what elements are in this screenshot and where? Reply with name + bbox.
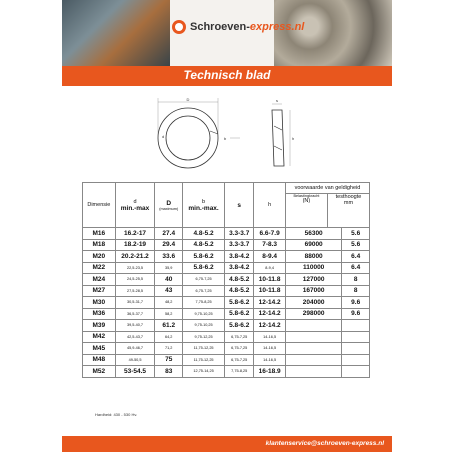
table-cell: M39 [83, 320, 116, 332]
table-cell: 43 [155, 285, 183, 297]
table-cell: 12,75-14,25 [183, 366, 225, 378]
table-cell: 88000 [285, 251, 342, 263]
table-cell: M24 [83, 274, 116, 286]
table-cell: 5.8-6.2 [183, 262, 225, 274]
table-row [83, 285, 370, 297]
table-cell: 20.2-21.2 [115, 251, 155, 263]
table-cell [285, 320, 342, 332]
table-cell: M52 [83, 366, 116, 378]
table-cell: 6,75-7,25 [183, 274, 225, 286]
table-row [83, 262, 370, 274]
table-cell: 14-16,5 [254, 343, 286, 355]
table-cell: 7,75-8,25 [225, 366, 254, 378]
table-row [83, 354, 370, 366]
table-cell: M48 [83, 354, 116, 366]
table-cell: M22 [83, 262, 116, 274]
table-cell: 8 [342, 285, 370, 297]
table-cell: 3.3-3.7 [225, 228, 254, 240]
table-cell: 9,75-10,25 [183, 308, 225, 320]
table-cell: 40 [155, 274, 183, 286]
table-cell: 33.6 [155, 251, 183, 263]
table-cell: 6,75-7,25 [183, 285, 225, 297]
table-cell: 10-11.8 [254, 285, 286, 297]
table-cell: 9,75-10,25 [183, 320, 225, 332]
table-row [83, 331, 370, 343]
table-row [83, 251, 370, 263]
table-cell [285, 366, 342, 378]
table-cell: 3.3-3.7 [225, 239, 254, 251]
col-b: b min.-max. [183, 183, 225, 228]
table-cell: 11,75-12,25 [183, 343, 225, 355]
table-cell: M16 [83, 228, 116, 240]
table-cell: 3.8-4.2 [225, 251, 254, 263]
table-cell: 24,5-25,5 [115, 274, 155, 286]
table-row [83, 297, 370, 309]
table-cell: 127000 [285, 274, 342, 286]
table-cell: 4.8-5.2 [183, 239, 225, 251]
table-row [83, 228, 370, 240]
table-row [83, 366, 370, 378]
table-cell: M18 [83, 239, 116, 251]
label-d: d [162, 134, 165, 139]
table-row [83, 343, 370, 355]
footer-band [62, 436, 392, 452]
table-cell: 35,9 [155, 262, 183, 274]
table-cell [342, 366, 370, 378]
table-cell: 42,5-43,7 [115, 331, 155, 343]
table-cell: 22,5-23,5 [115, 262, 155, 274]
table-cell: 298000 [285, 308, 342, 320]
table-cell: 9,75-12,25 [183, 331, 225, 343]
table-cell: 5.8-6.2 [225, 320, 254, 332]
table-cell: 64,2 [155, 331, 183, 343]
table-cell: 5.6 [342, 239, 370, 251]
table-cell: 29.4 [155, 239, 183, 251]
table-cell: M45 [83, 343, 116, 355]
page-title: Technisch blad [183, 68, 271, 82]
table-cell [342, 320, 370, 332]
label-D: D [186, 97, 190, 102]
col-h: h [254, 183, 286, 228]
label-s: s [276, 98, 278, 103]
table-cell: M42 [83, 331, 116, 343]
hardness-note: Hardheid: 430 - 530 Hv. [95, 412, 138, 417]
col-group: voorwaarde van geldigheid Belastingkracht (N) testhoogte mm [285, 183, 369, 228]
table-cell: 27,5-28,5 [115, 285, 155, 297]
logo-text: Schroeven-express.nl [190, 21, 305, 33]
table-cell: 14-16,5 [254, 354, 286, 366]
table-cell: 53-54.5 [115, 366, 155, 378]
table-cell: 7,75-8,25 [183, 297, 225, 309]
table-cell: 6,75-7,25 [225, 331, 254, 343]
table-row [83, 320, 370, 332]
table-cell: 8-9,4 [254, 262, 286, 274]
table-cell: M20 [83, 251, 116, 263]
table-cell: M27 [83, 285, 116, 297]
table-cell: 9.6 [342, 308, 370, 320]
brand-logo[interactable] [172, 20, 304, 34]
table-cell: M36 [83, 308, 116, 320]
table-cell [285, 343, 342, 355]
table-cell: 36,5-37,7 [115, 308, 155, 320]
table-cell: 4.8-5.2 [183, 228, 225, 240]
table-cell: 10-11.8 [254, 274, 286, 286]
table-cell: M30 [83, 297, 116, 309]
table-cell [285, 331, 342, 343]
table-row [83, 308, 370, 320]
table-cell: 18.2-19 [115, 239, 155, 251]
table-cell: 5.6 [342, 228, 370, 240]
table-cell: 4.8-5.2 [225, 285, 254, 297]
table-cell: 6.6-7.9 [254, 228, 286, 240]
spec-body [83, 228, 370, 378]
table-cell: 61.2 [155, 320, 183, 332]
table-cell: 204000 [285, 297, 342, 309]
table-cell: 30,5-31,7 [115, 297, 155, 309]
table-cell: 48,2 [155, 297, 183, 309]
washer-drawing [150, 96, 300, 176]
spec-table [82, 182, 370, 378]
table-cell: 5.8-6.2 [183, 251, 225, 263]
table-cell: 58,2 [155, 308, 183, 320]
table-cell: 5.8-6.2 [225, 297, 254, 309]
table-cell: 56300 [285, 228, 342, 240]
table-row [83, 274, 370, 286]
table-cell: 69000 [285, 239, 342, 251]
table-cell [342, 343, 370, 355]
table-cell: 83 [155, 366, 183, 378]
label-b: b [224, 136, 227, 141]
table-cell: 12-14.2 [254, 297, 286, 309]
table-cell: 16.2-17 [115, 228, 155, 240]
table-cell: 9.6 [342, 297, 370, 309]
table-cell: 11,75-12,25 [183, 354, 225, 366]
label-h: h [292, 136, 295, 141]
col-dim: Dimensie [83, 183, 116, 228]
table-cell: 3.8-4.2 [225, 262, 254, 274]
table-cell: 12-14.2 [254, 308, 286, 320]
footer-email[interactable]: klantenservice@schroeven-express.nl [265, 440, 384, 447]
table-cell: 6.4 [342, 262, 370, 274]
table-cell [342, 331, 370, 343]
table-cell: 71,2 [155, 343, 183, 355]
table-row [83, 239, 370, 251]
table-cell: 110000 [285, 262, 342, 274]
table-cell: 16-18.9 [254, 366, 286, 378]
table-cell: 6,75-7,25 [225, 354, 254, 366]
table-cell: 167000 [285, 285, 342, 297]
table-cell: 8-9.4 [254, 251, 286, 263]
table-cell: 7-8.3 [254, 239, 286, 251]
table-cell: 6,75-7,25 [225, 343, 254, 355]
table-cell: 27.4 [155, 228, 183, 240]
table-cell: 4.8-5.2 [225, 274, 254, 286]
header-photo-tools [62, 0, 170, 66]
table-cell: 45,9-46,7 [115, 343, 155, 355]
table-cell: 14-16,5 [254, 331, 286, 343]
logo-icon [172, 20, 186, 34]
table-cell: 8 [342, 274, 370, 286]
col-d: d min.-max [115, 183, 155, 228]
col-D: D (maximum) [155, 183, 183, 228]
table-cell: 5.8-6.2 [225, 308, 254, 320]
table-cell: 75 [155, 354, 183, 366]
table-cell: 39,5-40,7 [115, 320, 155, 332]
table-cell [342, 354, 370, 366]
table-cell: 12-14.2 [254, 320, 286, 332]
col-s: s [225, 183, 254, 228]
table-cell: 6.4 [342, 251, 370, 263]
table-cell [285, 354, 342, 366]
table-cell: 49-50,5 [115, 354, 155, 366]
